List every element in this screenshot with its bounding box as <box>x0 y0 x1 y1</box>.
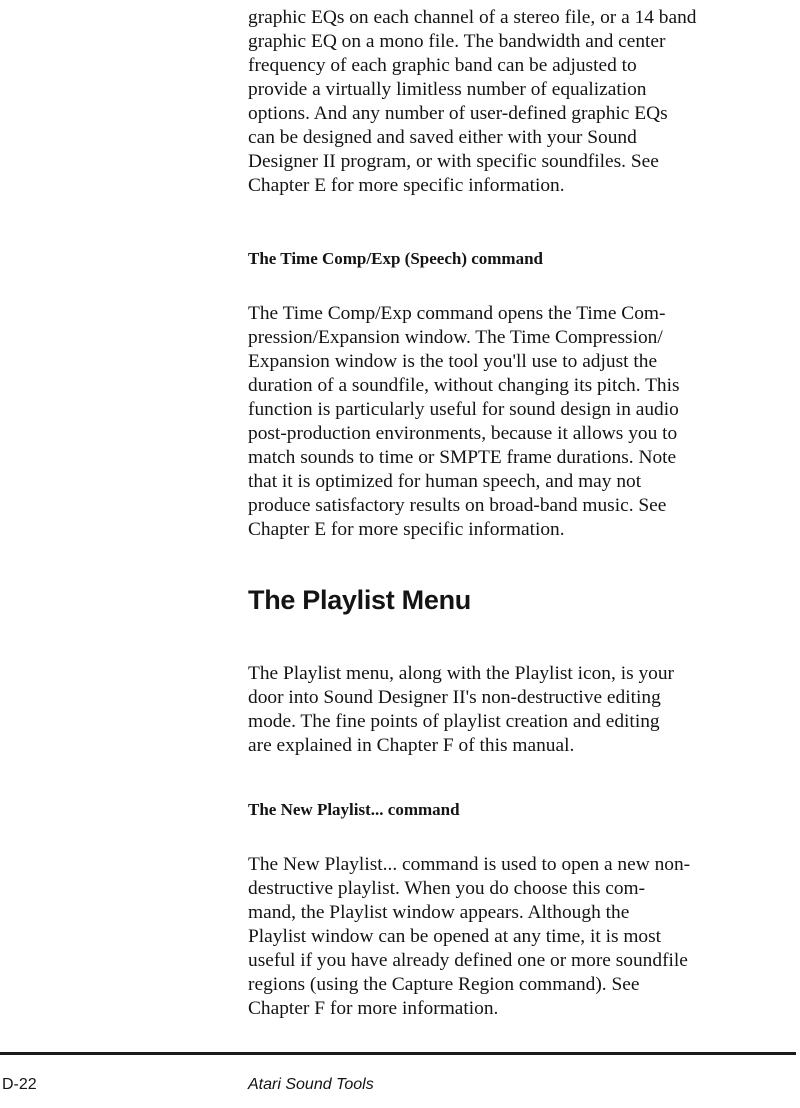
paragraph-line: graphic EQ on a mono file. The bandwidth and center <box>248 31 666 52</box>
paragraph-line: Chapter E for more specific information. <box>248 175 565 196</box>
paragraph-line: that it is optimized for human speech, and may not <box>248 471 642 492</box>
paragraph-line: function is particularly useful for sound design in audio <box>248 399 679 420</box>
paragraph-line: provide a virtually limitless number of equalization <box>248 79 647 100</box>
paragraph-line: useful if you have already defined one or more soundfile <box>248 950 688 971</box>
intro-paragraph <box>248 6 697 198</box>
paragraph-line: match sounds to time or SMPTE frame durations. Note <box>248 447 677 468</box>
time-comp-heading: The Time Comp/Exp (Speech) command <box>248 249 544 268</box>
paragraph-line: pression/Expansion window. The Time Compression/ <box>248 327 663 348</box>
paragraph-line: The New Playlist... command is used to open a new non- <box>248 854 691 875</box>
paragraph-line: mode. The fine points of playlist creation and editing <box>248 711 660 732</box>
paragraph-line: Expansion window is the tool you'll use to adjust the <box>248 351 658 372</box>
paragraph-line: The Time Comp/Exp command opens the Time Com- <box>248 303 666 324</box>
page-number: D-22 <box>2 1076 37 1093</box>
footer-divider <box>0 1052 796 1055</box>
paragraph-line: are explained in Chapter F of this manual. <box>248 735 575 756</box>
paragraph-line: destructive playlist. When you do choose this com- <box>248 878 646 899</box>
paragraph-line: Chapter F for more information. <box>248 998 499 1019</box>
paragraph-line: graphic EQs on each channel of a stereo file, or a 14 band <box>248 7 697 28</box>
new-playlist-paragraph <box>248 853 690 1021</box>
paragraph-line: Playlist window can be opened at any time, it is most <box>248 926 662 947</box>
book-title: Atari Sound Tools <box>248 1076 374 1093</box>
playlist-menu-heading: The Playlist Menu <box>248 585 471 615</box>
playlist-menu-paragraph <box>248 662 674 758</box>
paragraph-line: options. And any number of user-defined graphic EQs <box>248 103 668 124</box>
paragraph-line: Chapter E for more specific information. <box>248 519 565 540</box>
time-comp-paragraph <box>248 302 680 542</box>
paragraph-line: regions (using the Capture Region command). See <box>248 974 640 995</box>
paragraph-line: Designer II program, or with specific soundfiles. See <box>248 151 659 172</box>
paragraph-line: door into Sound Designer II's non-destructive editing <box>248 687 661 708</box>
new-playlist-heading: The New Playlist... command <box>248 800 460 819</box>
paragraph-line: post-production environments, because it allows you to <box>248 423 678 444</box>
paragraph-line: can be designed and saved either with your Sound <box>248 127 637 148</box>
paragraph-line: mand, the Playlist window appears. Although the <box>248 902 630 923</box>
paragraph-line: produce satisfactory results on broad-band music. See <box>248 495 667 516</box>
paragraph-line: The Playlist menu, along with the Playlist icon, is your <box>248 663 675 684</box>
paragraph-line: frequency of each graphic band can be adjusted to <box>248 55 637 76</box>
paragraph-line: duration of a soundfile, without changing its pitch. This <box>248 375 680 396</box>
